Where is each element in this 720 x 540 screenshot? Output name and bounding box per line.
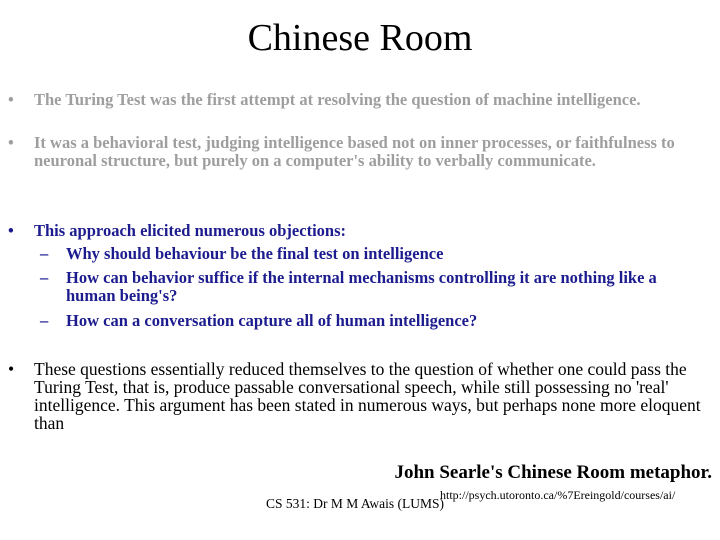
bullet-marker: • — [8, 359, 15, 379]
dash-marker: – — [40, 268, 49, 287]
dash-marker: – — [40, 311, 49, 330]
bullet-text: It was a behavioral test, judging intelligence based not on inner processes, or faithfulness to neuronal structure, but purely on a computer's ability to verbally communicate. — [34, 133, 675, 170]
sub-bullet-text: How can a conversation capture all of human intelligence? — [66, 311, 478, 330]
bullet-turing-test — [8, 90, 714, 109]
bullet-marker: • — [8, 90, 14, 109]
dash-marker: – — [40, 244, 49, 263]
sub-bullet-internal-mechanisms — [40, 268, 706, 305]
slide-footer: CS 531: Dr M M Awais (LUMS) — [266, 496, 445, 511]
sub-bullet-conversation — [40, 311, 706, 330]
bullet-behavioral-test — [8, 133, 714, 170]
sub-bullet-text: How can behavior suffice if the internal mechanisms controlling it are nothing like a human being's? — [66, 268, 657, 305]
bullet-marker: • — [8, 133, 14, 152]
source-url[interactable]: http://psych.utoronto.ca/%7Ereingold/courses/ai/ — [440, 488, 676, 502]
sub-bullet-text: Why should behaviour be the final test on intelligence — [66, 244, 444, 263]
bullet-objections — [8, 221, 714, 240]
slide-title: Chinese Room — [247, 17, 473, 59]
bullet-marker: • — [8, 221, 14, 240]
bullet-text: The Turing Test was the first attempt at resolving the question of machine intelligence. — [34, 90, 641, 109]
bullet-text: This approach elicited numerous objections: — [34, 221, 346, 240]
searle-metaphor: John Searle's Chinese Room metaphor. — [394, 462, 712, 483]
bullet-questions — [8, 359, 714, 433]
sub-bullet-final-test — [40, 244, 706, 263]
bullet-text: These questions essentially reduced themselves to the question of whether one could pass the Turing Test, that is, produce passable conversational speech, while still possessing no 'real' intelligence. This argument has been stated in numerous ways, but perhaps none more eloquent than — [34, 359, 701, 433]
